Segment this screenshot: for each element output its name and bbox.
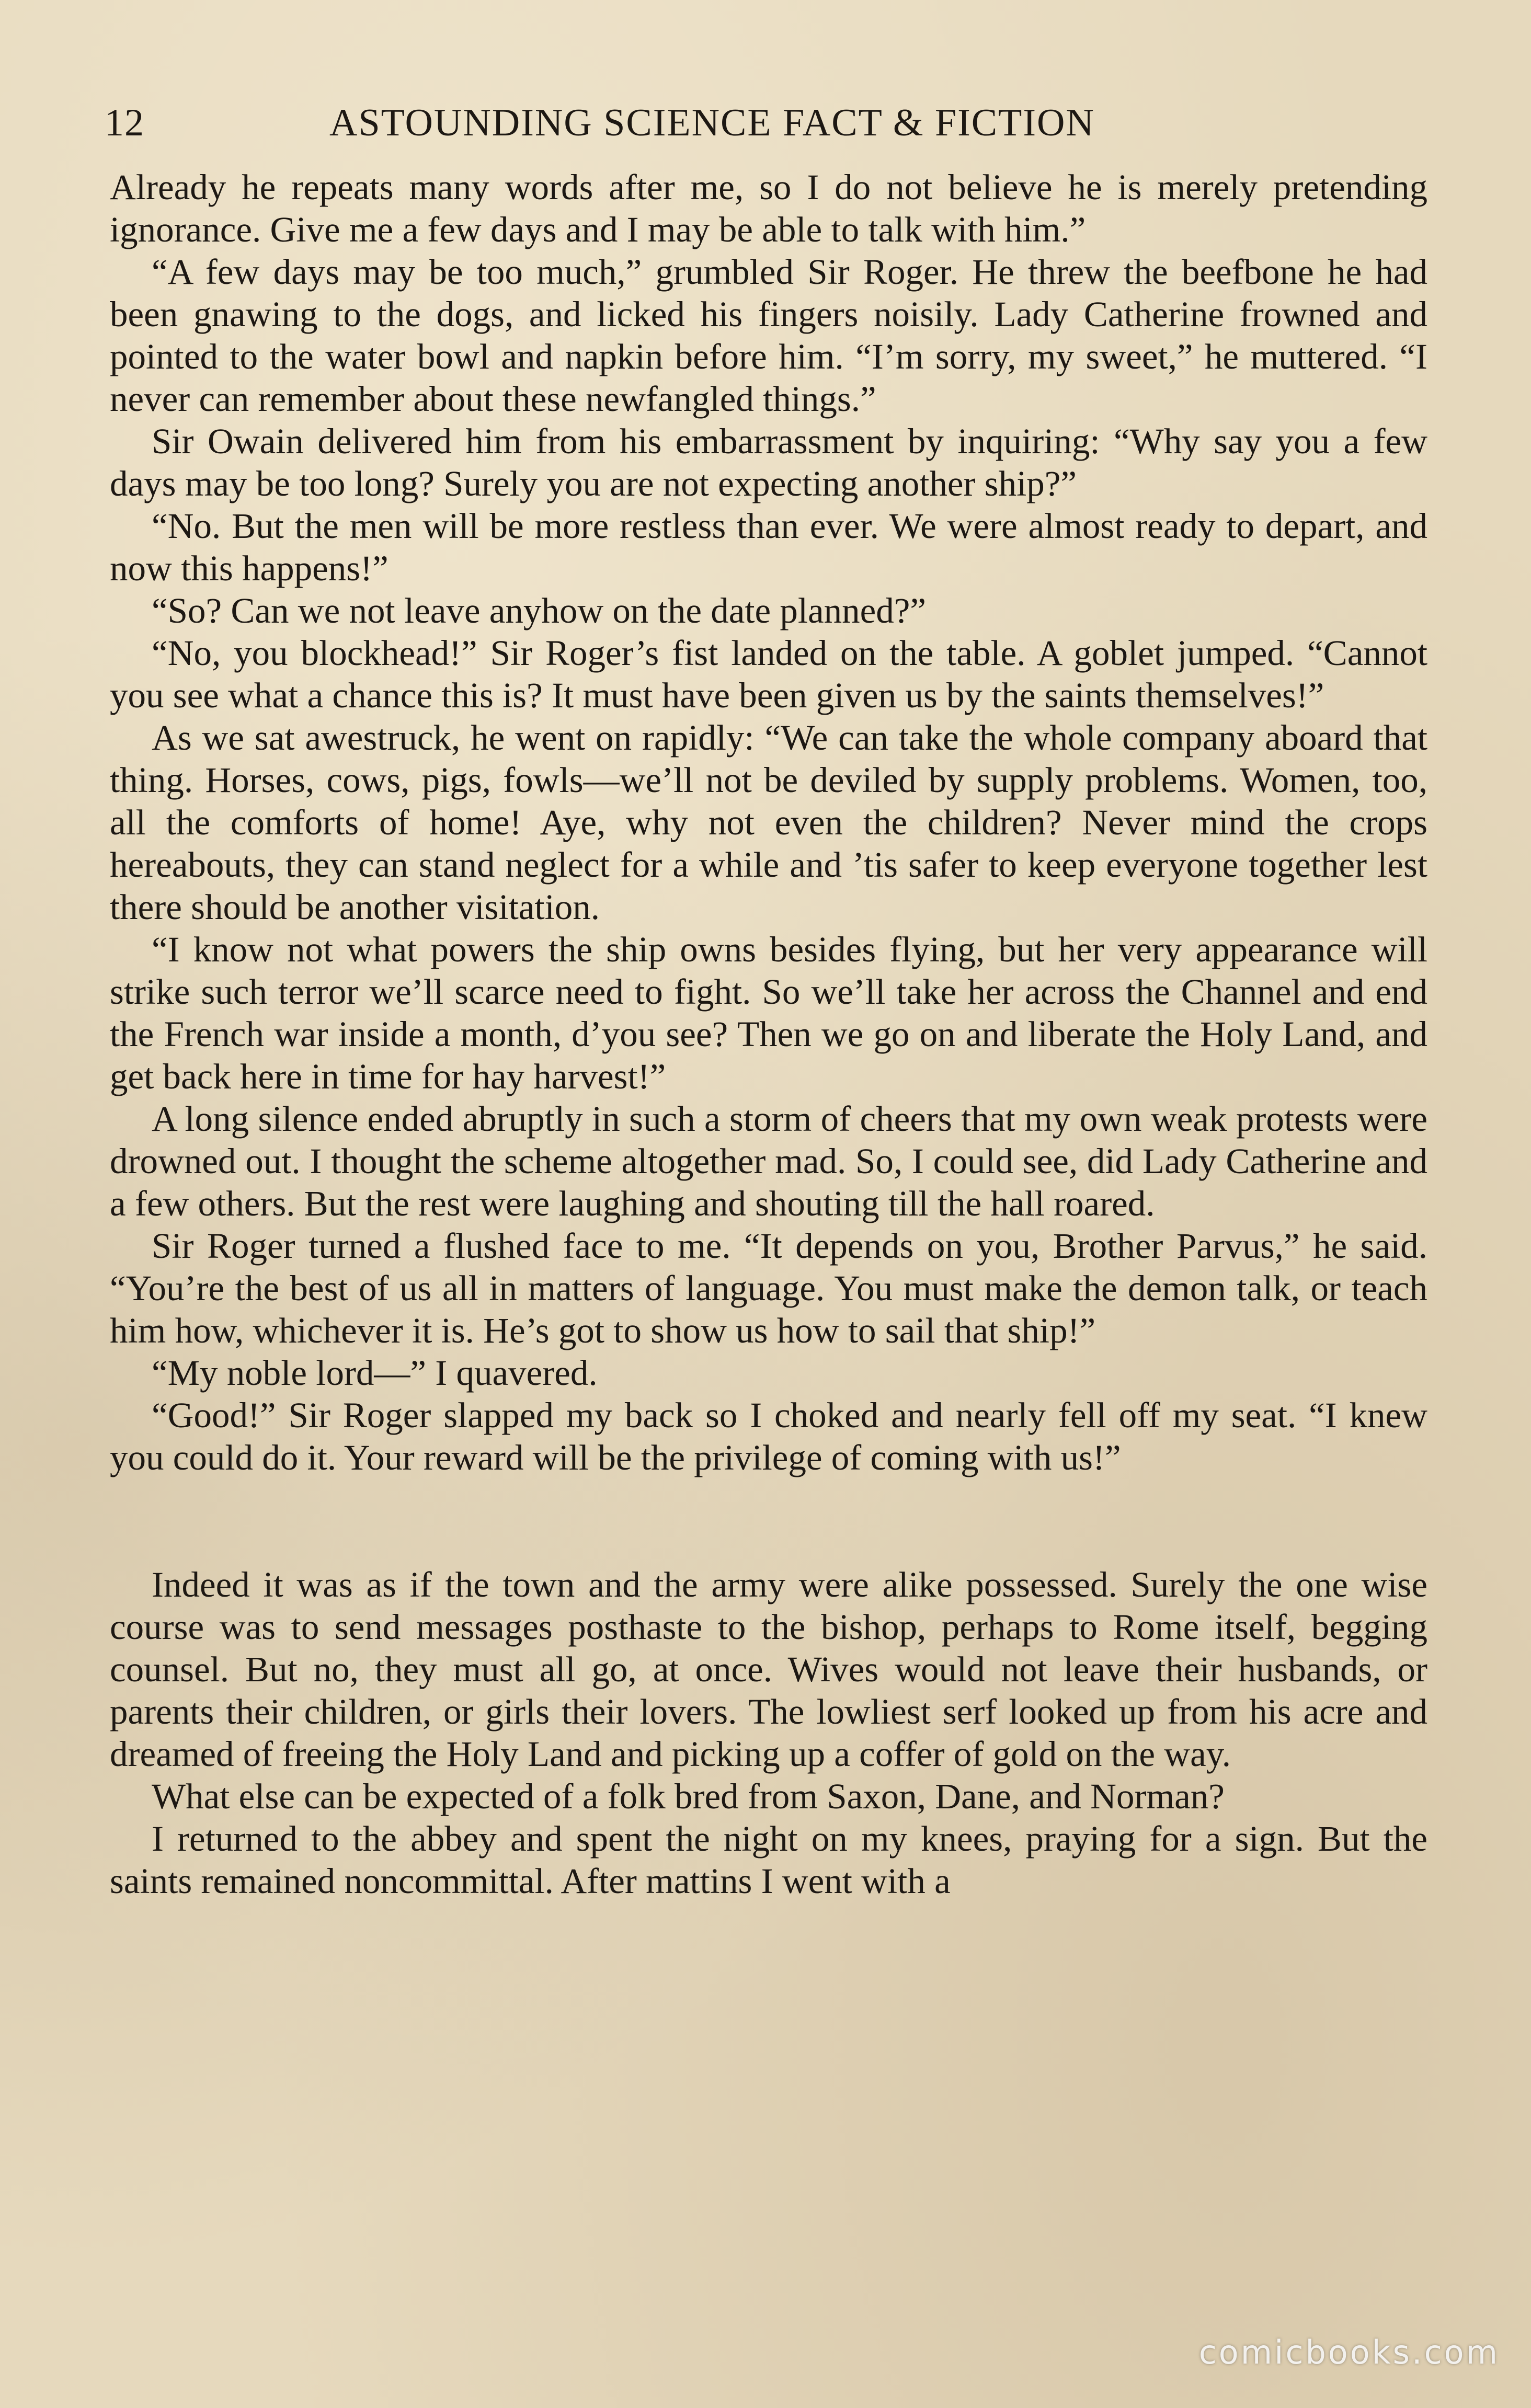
paragraph: “So? Can we not leave anyhow on the date planned?” bbox=[152, 591, 927, 630]
paragraph: “Good!” Sir Roger slapped my back so I choked and nearly fell off my seat. “I knew you could do it. Your reward will be the privilege of coming with us!” bbox=[110, 1395, 1427, 1477]
watermark: comicbooks.com bbox=[1198, 2333, 1500, 2371]
paragraph: “A few days may be too much,” grumbled Sir Roger. He threw the beefbone he had been gnawing to the dogs, and licked his fingers noisily. Lady Catherine frowned and pointed to the water bowl and napkin before him. “I’m sorry, my sweet,” he muttered. “I never can remember about these newfangled things.” bbox=[110, 252, 1427, 419]
paragraph: What else can be expected of a folk bred from Saxon, Dane, and Norman? bbox=[152, 1776, 1225, 1816]
paragraph: Already he repeats many words after me, so I do not believe he is merely pretending ignorance. Give me a few days and I may be able to talk with him.” bbox=[110, 167, 1427, 249]
page-number: 12 bbox=[105, 101, 144, 144]
paragraph: A long silence ended abruptly in such a storm of cheers that my own weak protests were drowned out. I thought the scheme altogether mad. So, I could see, did Lady Catherine and a few others. But the rest were laughing and shouting till the hall roared. bbox=[110, 1099, 1427, 1223]
paragraph: As we sat awestruck, he went on rapidly: “We can take the whole company aboard that thing. Horses, cows, pigs, fowls—we’ll not be deviled by supply problems. Women, too, all the comforts of home! Aye, why not even the children? Never mind the crops hereabouts, they can stand neglect for a while and ’tis safer to keep everyone together lest there should be another visitation. bbox=[110, 718, 1427, 927]
paragraph: “My noble lord—” I quavered. bbox=[152, 1353, 598, 1393]
paragraph: Indeed it was as if the town and the army were alike possessed. Surely the one wise course was to send messages posthaste to the bishop, perhaps to Rome itself, begging counsel. But no, they must all go, at once. Wives would not leave their husbands, or parents their children, or girls their lovers. The lowliest serf looked up from his acre and dreamed of freeing the Holy Land and picking up a coffer of gold on the way. bbox=[110, 1565, 1427, 1774]
page-header bbox=[105, 94, 1427, 152]
paragraph: “I know not what powers the ship owns besides flying, but her very appearance will strike such terror we’ll scarce need to fight. So we’ll take her across the Channel and end the French war inside a month, d’you see? Then we go on and liberate the Holy Land, and get back here in time for hay harvest!” bbox=[110, 930, 1427, 1096]
paragraph: I returned to the abbey and spent the night on my knees, praying for a sign. But the saints remained noncommittal. After mattins I went with a bbox=[110, 1819, 1427, 1901]
paragraph: “No. But the men will be more restless than ever. We were almost ready to depart, and now this happens!” bbox=[110, 506, 1427, 588]
paragraph: “No, you blockhead!” Sir Roger’s fist landed on the table. A goblet jumped. “Cannot you see what a chance this is? It must have been given us by the saints themselves!” bbox=[110, 633, 1427, 715]
running-head: ASTOUNDING SCIENCE FACT & FICTION bbox=[329, 101, 1095, 144]
paragraph: Sir Owain delivered him from his embarrassment by inquiring: “Why say you a few days may be too long? Surely you are not expecting another ship?” bbox=[110, 421, 1427, 503]
section-break bbox=[110, 1479, 1427, 1564]
body-text bbox=[110, 166, 1427, 1902]
paragraph: Sir Roger turned a flushed face to me. “It depends on you, Brother Parvus,” he said. “You’re the best of us all in matters of language. You must make the demon talk, or teach him how, whichever it is. He’s got to show us how to sail that ship!” bbox=[110, 1226, 1427, 1350]
